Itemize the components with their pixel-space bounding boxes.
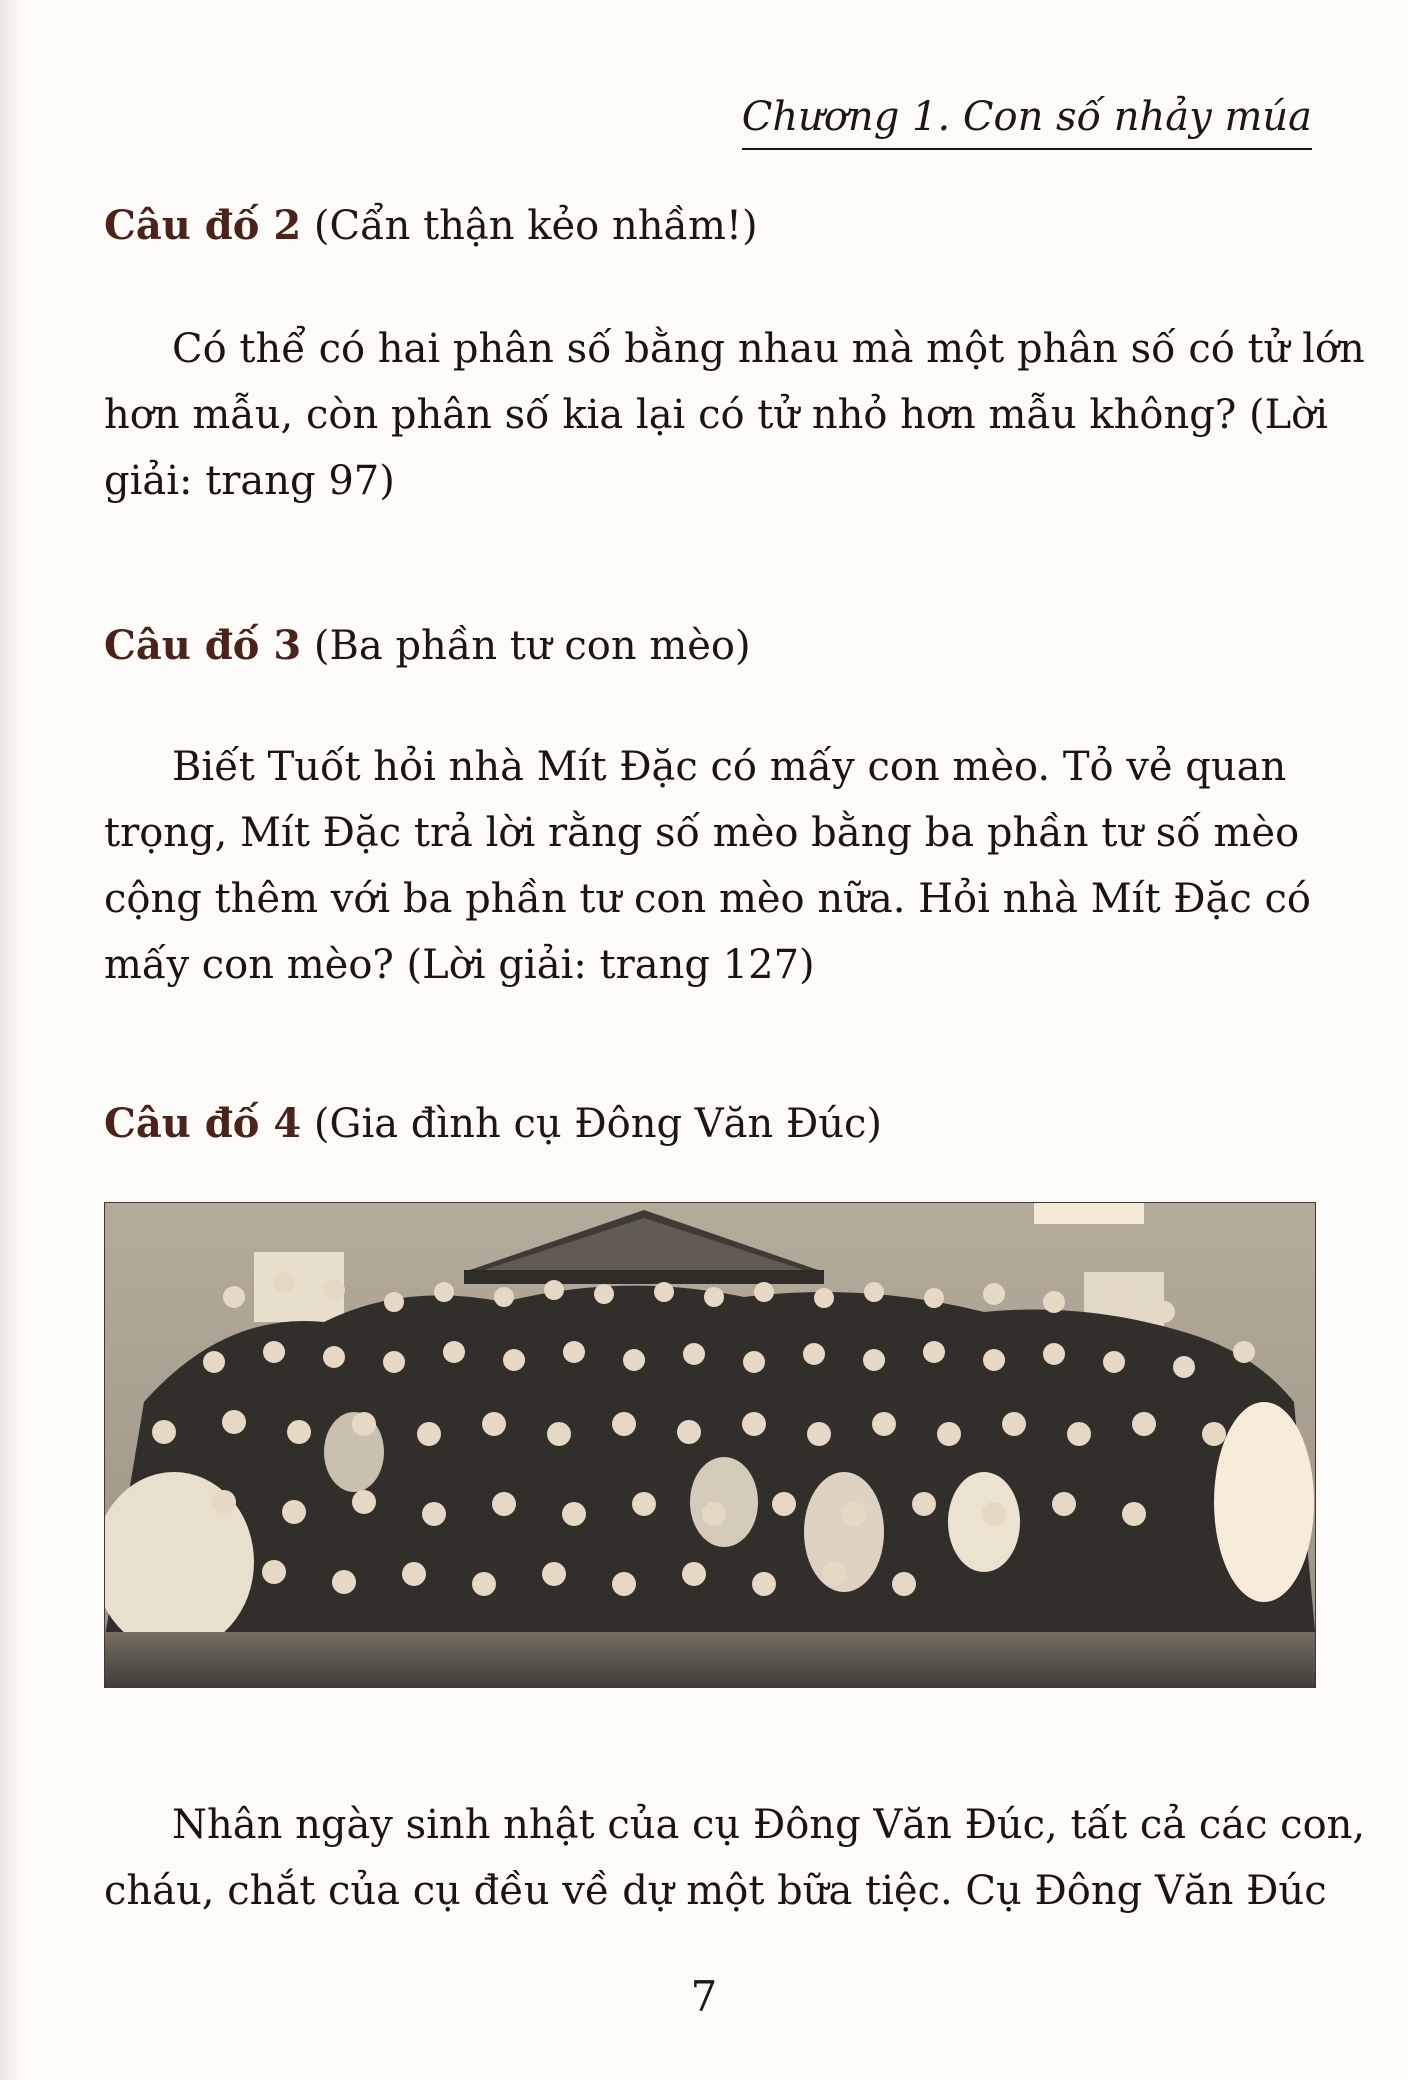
running-head bbox=[742, 94, 1312, 140]
family-photo-illustration bbox=[104, 1202, 1316, 1688]
puzzle-2-text bbox=[104, 316, 1365, 514]
puzzle-2-line: hơn mẫu, còn phân số kia lại có tử nhỏ hơn mẫu không? (Lời bbox=[104, 392, 1329, 438]
puzzle-4-line: cháu, chắt của cụ đều về dự một bữa tiệc. Cụ Đông Văn Đúc bbox=[104, 1868, 1327, 1914]
puzzle-3-line: mấy con mèo? (Lời giải: trang 127) bbox=[104, 942, 815, 988]
puzzle-3-label: Câu đố 3 bbox=[104, 622, 302, 669]
puzzle-3-line: trọng, Mít Đặc trả lời rằng số mèo bằng ba phần tư số mèo bbox=[104, 810, 1300, 856]
puzzle-2-subtitle: (Cẩn thận kẻo nhầm!) bbox=[313, 203, 758, 249]
puzzle-4-text bbox=[104, 1792, 1366, 1924]
puzzle-4-line: Nhân ngày sinh nhật của cụ Đông Văn Đúc, tất cả các con, bbox=[172, 1802, 1366, 1848]
puzzle-2-line: giải: trang 97) bbox=[104, 458, 395, 504]
puzzle-4-label: Câu đố 4 bbox=[104, 1100, 302, 1147]
puzzle-3-line: Biết Tuốt hỏi nhà Mít Đặc có mấy con mèo. Tỏ vẻ quan bbox=[172, 744, 1287, 790]
running-head-rule bbox=[742, 148, 1312, 150]
puzzle-2-label: Câu đố 2 bbox=[104, 202, 302, 249]
family-group-photo bbox=[104, 1202, 1316, 1688]
puzzle-4-subtitle: (Gia đình cụ Đông Văn Đúc) bbox=[313, 1101, 883, 1147]
puzzle-3-line: cộng thêm với ba phần tư con mèo nữa. Hỏi nhà Mít Đặc có bbox=[104, 876, 1311, 922]
running-head-text: Chương 1. Con số nhảy múa bbox=[741, 94, 1312, 140]
puzzle-2-heading bbox=[104, 202, 758, 249]
puzzle-3-heading bbox=[104, 622, 751, 669]
page-number: 7 bbox=[690, 1972, 718, 2021]
puzzle-3-subtitle: (Ba phần tư con mèo) bbox=[313, 623, 751, 669]
puzzle-3-text bbox=[104, 734, 1316, 998]
puzzle-2-line: Có thể có hai phân số bằng nhau mà một phân số có tử lớn bbox=[172, 326, 1365, 372]
puzzle-4-heading bbox=[104, 1100, 882, 1147]
page-edge-shadow bbox=[0, 0, 22, 2080]
